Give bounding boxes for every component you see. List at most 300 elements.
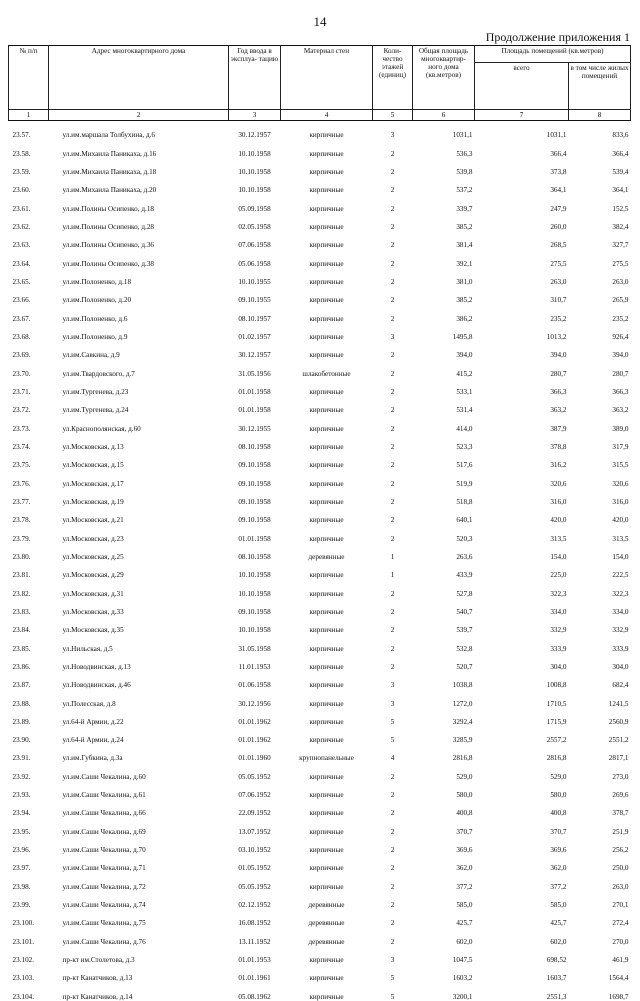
row-year: 07.06.1952 (238, 791, 271, 800)
row-material: кирпичные (309, 296, 344, 305)
col-number: 5 (373, 110, 413, 121)
row-floors: 2 (390, 626, 395, 635)
table-row (9, 744, 631, 762)
row-material: кирпичные (309, 534, 344, 543)
appendix-subtitle: Продолжение приложения 1 (485, 30, 630, 44)
row-floors: 2 (390, 607, 395, 616)
row-premises-living: 333,9 (612, 644, 629, 653)
row-number: 23.64. (12, 259, 31, 268)
row-material: кирпичные (309, 131, 344, 140)
table-row (9, 671, 631, 689)
table-row (9, 946, 631, 964)
row-year: 09.10.1958 (238, 497, 271, 506)
row-premises-all: 2816,8 (546, 754, 567, 763)
table-row (9, 451, 631, 469)
row-address: ул.Новодвинская, д.46 (62, 681, 131, 690)
row-number: 23.102. (12, 956, 35, 965)
row-address: ул.Московская, д.23 (62, 534, 124, 543)
row-address: ул.им.Твардовского, д.7 (62, 369, 135, 378)
table-row (9, 268, 631, 286)
row-number: 23.95. (12, 827, 31, 836)
row-year: 02.12.1952 (238, 901, 271, 910)
row-total-area: 537,2 (456, 186, 473, 195)
row-number: 23.69. (12, 351, 31, 360)
row-floors: 2 (390, 901, 395, 910)
row-premises-all: 602,0 (550, 937, 567, 946)
row-number: 23.78. (12, 516, 31, 525)
row-total-area: 518,8 (456, 497, 473, 506)
row-number: 23.60. (12, 186, 31, 195)
row-number: 23.104. (12, 992, 35, 1001)
table-row (9, 121, 631, 140)
row-address: ул.им.Полоненко, д.20 (62, 296, 132, 305)
table-row (9, 176, 631, 194)
row-material: кирпичные (309, 626, 344, 635)
row-floors: 2 (390, 387, 395, 396)
row-floors: 2 (390, 644, 395, 653)
row-material: кирпичные (309, 882, 344, 891)
row-year: 13.11.1952 (238, 937, 271, 946)
row-premises-all: 373,8 (550, 167, 567, 176)
row-material: кирпичные (309, 662, 344, 671)
row-premises-all: 1710,5 (546, 699, 567, 708)
row-year: 09.10.1955 (238, 296, 271, 305)
row-total-area: 527,8 (456, 589, 473, 598)
row-address: пр-кт Канатчиков, д.14 (62, 992, 133, 1001)
row-material: кирпичные (309, 241, 344, 250)
row-address: ул.Московская, д.31 (62, 589, 124, 598)
row-number: 23.85. (12, 644, 31, 653)
row-material: кирпичные (309, 332, 344, 341)
row-premises-living: 366,3 (612, 387, 629, 396)
row-premises-living: 222,5 (612, 571, 629, 580)
row-premises-living: 273,0 (612, 772, 629, 781)
row-premises-all: 322,3 (550, 589, 567, 598)
row-total-area: 1038,8 (452, 681, 473, 690)
row-floors: 2 (390, 479, 395, 488)
page-number: 14 (313, 14, 327, 29)
row-floors: 2 (390, 791, 395, 800)
row-premises-living: 250,0 (612, 864, 629, 873)
row-total-area: 529,0 (456, 772, 473, 781)
row-number: 23.92. (12, 772, 31, 781)
row-total-area: 369,6 (456, 846, 473, 855)
row-address: ул.им.Савкина, д.9 (62, 351, 120, 360)
row-material: кирпичные (309, 351, 344, 360)
row-premises-all: 334,0 (550, 607, 567, 616)
row-year: 30.12.1957 (238, 351, 271, 360)
row-number: 23.84. (12, 626, 31, 635)
row-premises-all: 2551,3 (546, 992, 567, 1001)
row-address: ул.им.Полины Осипенко, д.36 (62, 241, 155, 250)
row-total-area: 585,0 (456, 901, 473, 910)
row-premises-all: 1013,2 (546, 332, 567, 341)
row-premises-all: 394,0 (550, 351, 567, 360)
row-floors: 2 (390, 534, 395, 543)
row-material: кирпичные (309, 442, 344, 451)
row-total-area: 339,7 (456, 204, 473, 213)
row-premises-all: 260,0 (550, 222, 567, 231)
row-floors: 3 (390, 332, 395, 341)
row-address: ул.им.Саши Чекалина, д.60 (62, 772, 146, 781)
row-total-area: 1047,5 (452, 956, 473, 965)
row-address: ул.Московская, д.25 (62, 552, 124, 561)
row-premises-all: 529,0 (550, 772, 567, 781)
row-number: 23.82. (12, 589, 31, 598)
row-number: 23.86. (12, 662, 31, 671)
table-row (9, 982, 631, 1000)
row-premises-all: 698,52 (546, 956, 567, 965)
table-row (9, 708, 631, 726)
row-material: кирпичные (309, 479, 344, 488)
row-premises-living: 272,4 (612, 919, 629, 928)
row-year: 01.02.1957 (238, 332, 271, 341)
table-row (9, 598, 631, 616)
row-total-area: 415,2 (456, 369, 473, 378)
row-floors: 2 (390, 809, 395, 818)
col-number: 4 (281, 110, 373, 121)
row-premises-living: 269,6 (612, 791, 629, 800)
header-material: Материал стен (281, 46, 373, 110)
row-number: 23.75. (12, 461, 31, 470)
row-total-area: 263,6 (456, 552, 473, 561)
row-address: ул.Московская, д.17 (62, 479, 124, 488)
row-address: ул.им.Саши Чекалина, д.76 (62, 937, 146, 946)
row-year: 13.07.1952 (238, 827, 271, 836)
row-number: 23.65. (12, 277, 31, 286)
row-address: ул.Нильская, д.5 (62, 644, 113, 653)
row-material: кирпичные (309, 772, 344, 781)
table-row (9, 616, 631, 634)
row-number: 23.88. (12, 699, 31, 708)
row-floors: 2 (390, 351, 395, 360)
row-premises-all: 378,8 (550, 442, 567, 451)
row-premises-living: 313,5 (612, 534, 629, 543)
row-premises-living: 315,5 (612, 461, 629, 470)
row-floors: 2 (390, 186, 395, 195)
row-number: 23.91. (12, 754, 31, 763)
row-material: кирпичные (309, 992, 344, 1001)
row-year: 30.12.1956 (238, 699, 271, 708)
row-floors: 3 (390, 699, 395, 708)
row-year: 01.01.1962 (238, 717, 271, 726)
row-premises-living: 1698,7 (608, 992, 629, 1001)
row-premises-living: 316,0 (612, 497, 629, 506)
row-number: 23.80. (12, 552, 31, 561)
table-row (9, 964, 631, 982)
row-address: ул.им.Саши Чекалина, д.70 (62, 846, 146, 855)
row-material: кирпичные (309, 186, 344, 195)
row-year: 01.01.1958 (238, 387, 271, 396)
row-material: кирпичные (309, 406, 344, 415)
row-premises-living: 539,4 (612, 167, 629, 176)
header-premises-all: всего (475, 63, 569, 110)
row-premises-all: 235,2 (550, 314, 567, 323)
row-material: кирпичные (309, 387, 344, 396)
row-number: 23.67. (12, 314, 31, 323)
row-number: 23.68. (12, 332, 31, 341)
row-address: ул.им.Губкина, д.3а (62, 754, 123, 763)
row-total-area: 1272,0 (452, 699, 473, 708)
row-material: кирпичные (309, 809, 344, 818)
row-material: деревянные (308, 919, 345, 928)
row-year: 05.09.1958 (238, 204, 271, 213)
row-material: кирпичные (309, 736, 344, 745)
row-year: 09.10.1958 (238, 479, 271, 488)
row-year: 01.01.1953 (238, 956, 271, 965)
row-premises-living: 334,0 (612, 607, 629, 616)
row-premises-living: 270,1 (612, 901, 629, 910)
row-premises-living: 280,7 (612, 369, 629, 378)
row-floors: 2 (390, 662, 395, 671)
row-total-area: 3200,1 (452, 992, 473, 1001)
row-address: ул.им.Саши Чекалина, д.71 (62, 864, 146, 873)
row-premises-all: 2557,2 (546, 736, 567, 745)
row-total-area: 1495,8 (452, 332, 473, 341)
row-address: ул.им.Саши Чекалина, д.72 (62, 882, 146, 891)
row-total-area: 533,1 (456, 387, 473, 396)
row-material: кирпичные (309, 314, 344, 323)
row-premises-living: 152,5 (612, 204, 629, 213)
row-premises-living: 304,0 (612, 662, 629, 671)
row-premises-all: 280,7 (550, 369, 567, 378)
row-material: кирпичные (309, 259, 344, 268)
row-number: 23.79. (12, 534, 31, 543)
row-total-area: 1603,2 (452, 974, 473, 983)
table-row (9, 762, 631, 780)
row-number: 23.98. (12, 882, 31, 891)
row-premises-all: 387,9 (550, 424, 567, 433)
row-premises-living: 235,2 (612, 314, 629, 323)
row-floors: 2 (390, 497, 395, 506)
row-total-area: 539,8 (456, 167, 473, 176)
row-premises-living: 270,0 (612, 937, 629, 946)
row-floors: 4 (390, 754, 395, 763)
row-number: 23.71. (12, 387, 31, 396)
row-premises-all: 225,0 (550, 571, 567, 580)
row-year: 22.09.1952 (238, 809, 271, 818)
row-year: 10.10.1958 (238, 626, 271, 635)
table-row (9, 561, 631, 579)
row-material: кирпичные (309, 717, 344, 726)
row-total-area: 362,0 (456, 864, 473, 873)
table-row (9, 158, 631, 176)
row-address: ул.им.Полоненко, д.18 (62, 277, 132, 286)
header-year: Год ввода в эксплуа- тацию (229, 46, 281, 110)
row-address: ул.64-й Армии, д.24 (62, 736, 124, 745)
row-year: 05.06.1958 (238, 259, 271, 268)
table-row (9, 543, 631, 561)
row-total-area: 520,3 (456, 534, 473, 543)
row-premises-all: 332,9 (550, 626, 567, 635)
row-material: деревянные (308, 552, 345, 561)
row-total-area: 536,3 (456, 149, 473, 158)
row-premises-living: 263,0 (612, 882, 629, 891)
row-premises-living: 332,9 (612, 626, 629, 635)
row-premises-all: 370,7 (550, 827, 567, 836)
header-premises-area: Площадь помещений (кв.метров) (475, 46, 631, 63)
row-premises-living: 389,0 (612, 424, 629, 433)
row-premises-all: 377,2 (550, 882, 567, 891)
row-year: 09.10.1958 (238, 516, 271, 525)
row-material: кирпичные (309, 681, 344, 690)
row-total-area: 3285,9 (452, 736, 473, 745)
table-row (9, 488, 631, 506)
table-row (9, 524, 631, 542)
row-total-area: 377,2 (456, 882, 473, 891)
row-number: 23.87. (12, 681, 31, 690)
row-premises-all: 585,0 (550, 901, 567, 910)
row-premises-all: 313,5 (550, 534, 567, 543)
col-number: 6 (413, 110, 475, 121)
row-premises-living: 2560,9 (608, 717, 629, 726)
row-material: кирпичные (309, 956, 344, 965)
row-number: 23.94. (12, 809, 31, 818)
row-total-area: 392,1 (456, 259, 473, 268)
row-premises-all: 369,6 (550, 846, 567, 855)
table-row (9, 304, 631, 322)
row-address: ул.Московская, д.21 (62, 516, 124, 525)
row-number: 23.83. (12, 607, 31, 616)
row-year: 16.08.1952 (238, 919, 271, 928)
row-premises-all: 400,8 (550, 809, 567, 818)
row-address: ул.им.Полины Осипенко, д.28 (62, 222, 155, 231)
header-floors: Коли- чество этажей (единиц) (373, 46, 413, 110)
row-premises-all: 420,0 (550, 516, 567, 525)
row-material: кирпичные (309, 149, 344, 158)
row-floors: 2 (390, 516, 395, 525)
row-total-area: 523,3 (456, 442, 473, 451)
row-address: ул.Краснополянская, д.60 (62, 424, 141, 433)
row-floors: 2 (390, 937, 395, 946)
table-row (9, 817, 631, 835)
row-year: 02.05.1958 (238, 222, 271, 231)
row-premises-living: 363,2 (612, 406, 629, 415)
row-number: 23.66. (12, 296, 31, 305)
row-premises-living: 366,4 (612, 149, 629, 158)
row-premises-all: 1603,7 (546, 974, 567, 983)
row-premises-living: 1564,4 (608, 974, 629, 983)
row-address: ул.им.Михаила Паникаха, д.20 (62, 186, 157, 195)
row-floors: 2 (390, 314, 395, 323)
row-material: кирпичные (309, 461, 344, 470)
table-row (9, 414, 631, 432)
row-floors: 1 (390, 552, 395, 561)
row-address: ул.Московская, д.15 (62, 461, 124, 470)
row-year: 08.10.1957 (238, 314, 271, 323)
row-premises-living: 382,4 (612, 222, 629, 231)
row-premises-living: 154,0 (612, 552, 629, 561)
row-address: ул.им.Полины Осипенко, д.18 (62, 204, 155, 213)
table-row (9, 249, 631, 267)
row-premises-all: 364,1 (550, 186, 567, 195)
row-premises-all: 366,4 (550, 149, 567, 158)
row-premises-living: 322,3 (612, 589, 629, 598)
row-floors: 2 (390, 772, 395, 781)
row-floors: 3 (390, 131, 395, 140)
row-premises-all: 154,0 (550, 552, 567, 561)
table-row (9, 891, 631, 909)
table-row (9, 634, 631, 652)
row-material: кирпичные (309, 864, 344, 873)
table-row (9, 909, 631, 927)
col-number: 2 (49, 110, 229, 121)
row-address: пр-кт Канатчиков, д.13 (62, 974, 133, 983)
row-number: 23.101. (12, 937, 35, 946)
row-premises-living: 1241,5 (608, 699, 629, 708)
row-material: кирпичные (309, 516, 344, 525)
row-address: ул.Московская, д.13 (62, 442, 124, 451)
row-premises-living: 275,5 (612, 259, 629, 268)
row-premises-all: 333,9 (550, 644, 567, 653)
table-row (9, 286, 631, 304)
row-year: 10.10.1958 (238, 571, 271, 580)
table-row (9, 341, 631, 359)
row-year: 01.01.1961 (238, 974, 271, 983)
row-address: ул.им.Тургенева, д.24 (62, 406, 129, 415)
row-year: 01.01.1958 (238, 406, 271, 415)
row-year: 31.05.1958 (238, 644, 271, 653)
row-year: 10.10.1958 (238, 589, 271, 598)
row-total-area: 3292,4 (452, 717, 473, 726)
table-row (9, 378, 631, 396)
row-total-area: 425,7 (456, 919, 473, 928)
row-premises-living: 682,4 (612, 681, 629, 690)
row-premises-living: 317,9 (612, 442, 629, 451)
row-premises-living: 926,4 (612, 332, 629, 341)
table-row (9, 139, 631, 157)
row-premises-living: 833,6 (612, 131, 629, 140)
row-total-area: 640,1 (456, 516, 473, 525)
row-total-area: 381,4 (456, 241, 473, 250)
row-premises-living: 378,7 (612, 809, 629, 818)
row-number: 23.96. (12, 846, 31, 855)
row-premises-all: 316,2 (550, 461, 567, 470)
row-year: 07.06.1958 (238, 241, 271, 250)
row-floors: 2 (390, 846, 395, 855)
row-total-area: 532,8 (456, 644, 473, 653)
row-year: 01.01.1958 (238, 534, 271, 543)
row-premises-all: 320,6 (550, 479, 567, 488)
row-floors: 2 (390, 406, 395, 415)
table-row (9, 323, 631, 341)
row-floors: 1 (390, 571, 395, 580)
row-address: ул.им.Саши Чекалина, д.74 (62, 901, 146, 910)
row-material: деревянные (308, 901, 345, 910)
row-year: 05.08.1962 (238, 992, 271, 1001)
header-num: № п/п (9, 46, 49, 110)
row-total-area: 580,0 (456, 791, 473, 800)
row-premises-all: 263,0 (550, 277, 567, 286)
table-row (9, 689, 631, 707)
row-material: шлакобетонные (302, 369, 351, 378)
row-total-area: 519,9 (456, 479, 473, 488)
row-number: 23.97. (12, 864, 31, 873)
table-row (9, 836, 631, 854)
row-floors: 2 (390, 241, 395, 250)
row-floors: 2 (390, 882, 395, 891)
col-number: 3 (229, 110, 281, 121)
row-premises-all: 268,5 (550, 241, 567, 250)
row-premises-living: 394,0 (612, 351, 629, 360)
row-address: ул.Новодвинская, д.13 (62, 662, 131, 671)
row-material: кирпичные (309, 644, 344, 653)
row-premises-all: 275,5 (550, 259, 567, 268)
row-premises-living: 327,7 (612, 241, 629, 250)
table-row (9, 194, 631, 212)
row-number: 23.62. (12, 222, 31, 231)
row-material: кирпичные (309, 846, 344, 855)
